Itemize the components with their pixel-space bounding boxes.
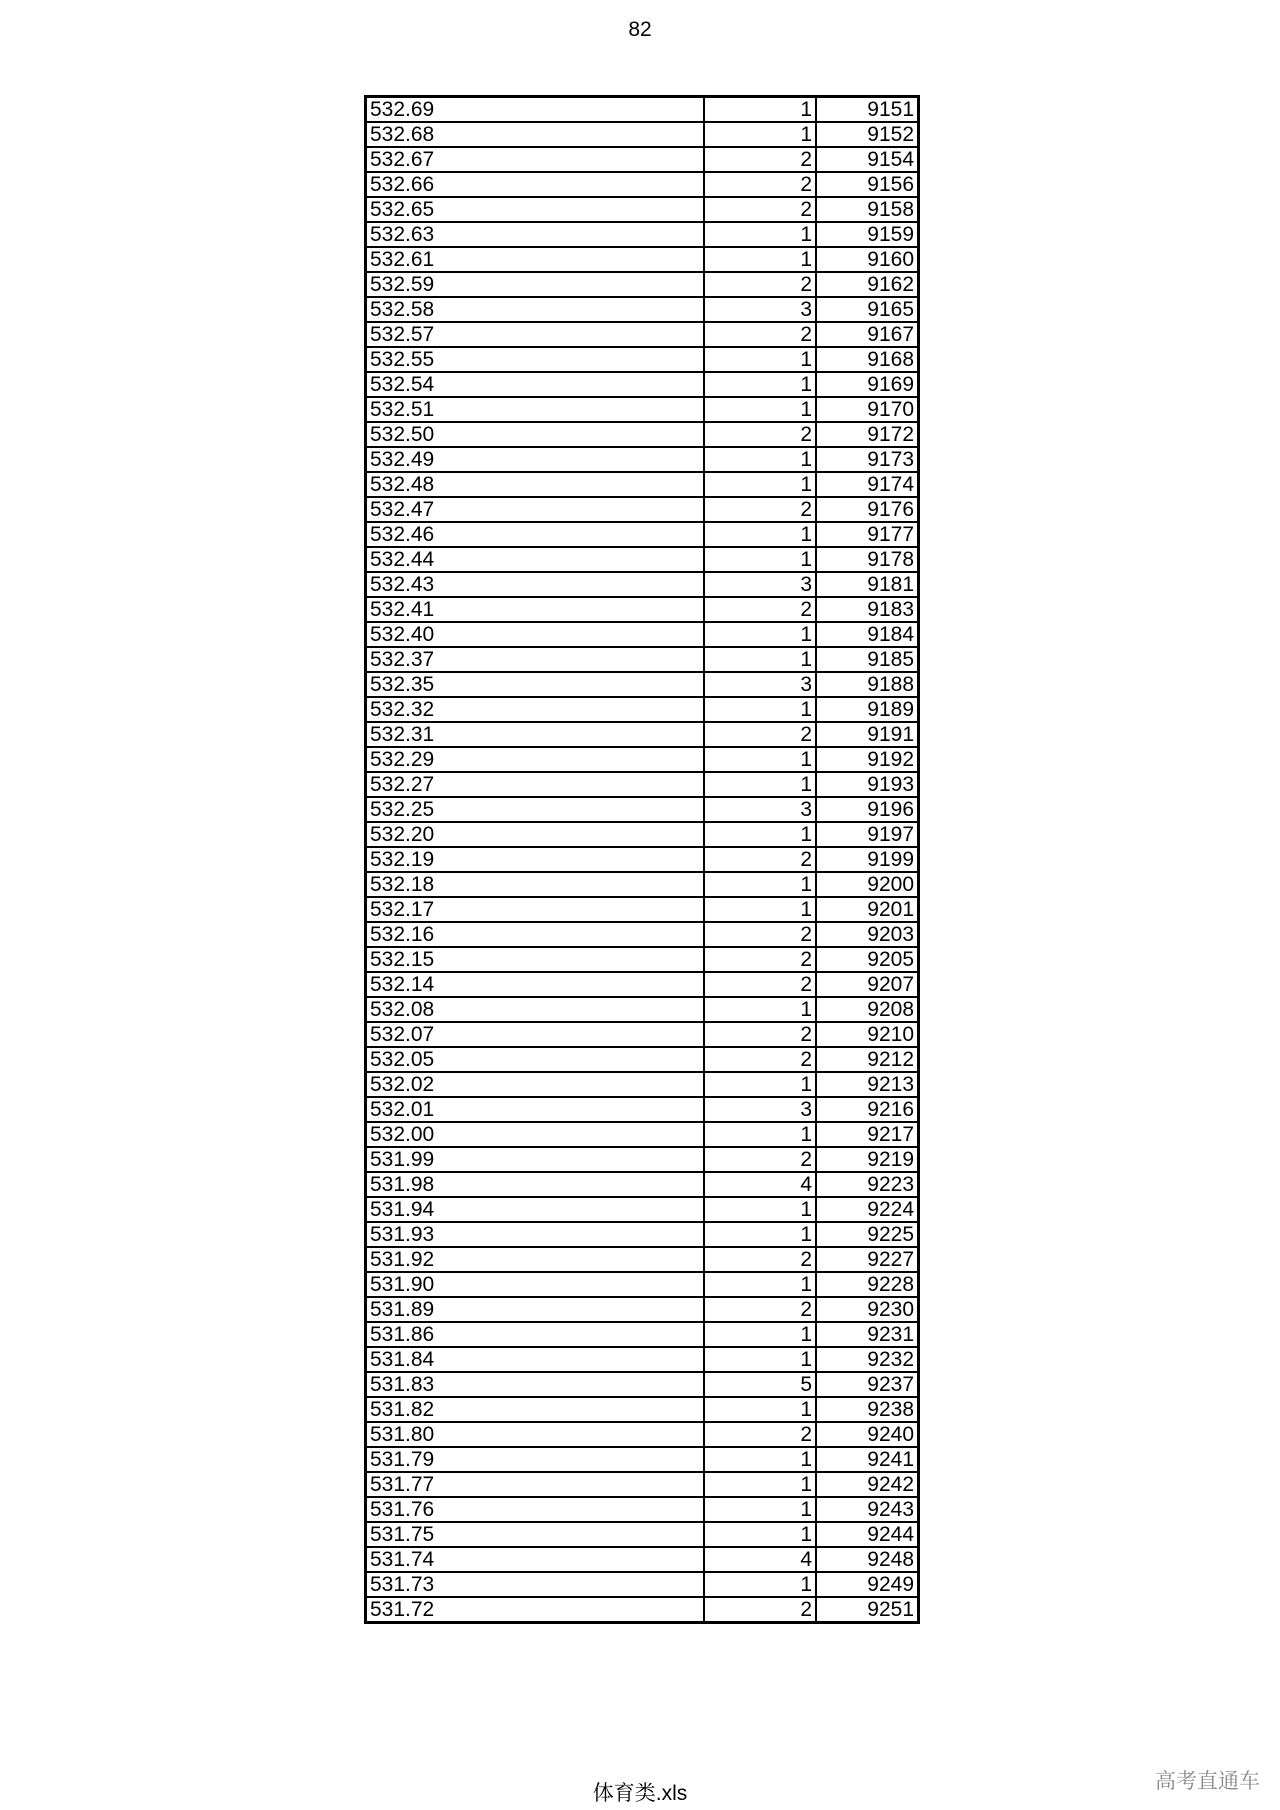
score-cell: 532.31: [366, 722, 705, 747]
cumulative-cell: 9188: [816, 672, 919, 697]
cumulative-cell: 9232: [816, 1347, 919, 1372]
score-cell: 532.67: [366, 147, 705, 172]
count-cell: 1: [704, 347, 816, 372]
table-row: [366, 1172, 919, 1197]
count-cell: 1: [704, 997, 816, 1022]
cumulative-cell: 9172: [816, 422, 919, 447]
score-cell: 532.14: [366, 972, 705, 997]
table-body: [366, 97, 919, 1623]
score-cell: 532.61: [366, 247, 705, 272]
footer-filename: 体育类.xls: [592, 1782, 688, 1805]
table-row: [366, 1572, 919, 1597]
score-cell: 532.50: [366, 422, 705, 447]
score-cell: 531.80: [366, 1422, 705, 1447]
cumulative-cell: 9177: [816, 522, 919, 547]
count-cell: 3: [704, 672, 816, 697]
table-row: [366, 1397, 919, 1422]
table-row: [366, 772, 919, 797]
count-cell: 1: [704, 1397, 816, 1422]
table-row: [366, 1097, 919, 1122]
count-cell: 2: [704, 972, 816, 997]
score-cell: 532.68: [366, 122, 705, 147]
cumulative-cell: 9197: [816, 822, 919, 847]
count-cell: 2: [704, 197, 816, 222]
score-cell: 531.76: [366, 1497, 705, 1522]
score-cell: 532.37: [366, 647, 705, 672]
cumulative-cell: 9196: [816, 797, 919, 822]
cumulative-cell: 9242: [816, 1472, 919, 1497]
count-cell: 2: [704, 1022, 816, 1047]
count-cell: 3: [704, 572, 816, 597]
cumulative-cell: 9223: [816, 1172, 919, 1197]
cumulative-cell: 9212: [816, 1047, 919, 1072]
count-cell: 2: [704, 947, 816, 972]
cumulative-cell: 9193: [816, 772, 919, 797]
table-row: [366, 1522, 919, 1547]
count-cell: 4: [704, 1547, 816, 1572]
cumulative-cell: 9201: [816, 897, 919, 922]
table-row: [366, 1222, 919, 1247]
score-cell: 531.77: [366, 1472, 705, 1497]
cumulative-cell: 9207: [816, 972, 919, 997]
cumulative-cell: 9228: [816, 1272, 919, 1297]
cumulative-cell: 9189: [816, 697, 919, 722]
table-row: [366, 447, 919, 472]
table-row: [366, 272, 919, 297]
score-cell: 531.82: [366, 1397, 705, 1422]
cumulative-cell: 9248: [816, 1547, 919, 1572]
score-cell: 531.86: [366, 1322, 705, 1347]
count-cell: 1: [704, 1497, 816, 1522]
count-cell: 1: [704, 397, 816, 422]
count-cell: 2: [704, 322, 816, 347]
cumulative-cell: 9159: [816, 222, 919, 247]
score-cell: 531.74: [366, 1547, 705, 1572]
table-row: [366, 347, 919, 372]
table-row: [366, 622, 919, 647]
count-cell: 1: [704, 1522, 816, 1547]
cumulative-cell: 9192: [816, 747, 919, 772]
score-cell: 532.19: [366, 847, 705, 872]
table-row: [366, 822, 919, 847]
score-cell: 532.66: [366, 172, 705, 197]
table-row: [366, 247, 919, 272]
cumulative-cell: 9208: [816, 997, 919, 1022]
cumulative-cell: 9240: [816, 1422, 919, 1447]
cumulative-cell: 9219: [816, 1147, 919, 1172]
count-cell: 2: [704, 1047, 816, 1072]
count-cell: 1: [704, 772, 816, 797]
table-row: [366, 722, 919, 747]
table-row: [366, 1247, 919, 1272]
table-row: [366, 222, 919, 247]
score-cell: 532.48: [366, 472, 705, 497]
table-row: [366, 1347, 919, 1372]
score-cell: 532.40: [366, 622, 705, 647]
table-row: [366, 1047, 919, 1072]
cumulative-cell: 9225: [816, 1222, 919, 1247]
cumulative-cell: 9162: [816, 272, 919, 297]
score-cell: 532.29: [366, 747, 705, 772]
table-row: [366, 172, 919, 197]
count-cell: 1: [704, 897, 816, 922]
score-cell: 532.00: [366, 1122, 705, 1147]
count-cell: 1: [704, 747, 816, 772]
score-cell: 532.63: [366, 222, 705, 247]
cumulative-cell: 9181: [816, 572, 919, 597]
score-cell: 531.73: [366, 1572, 705, 1597]
table-row: [366, 147, 919, 172]
cumulative-cell: 9241: [816, 1447, 919, 1472]
cumulative-cell: 9251: [816, 1597, 919, 1623]
count-cell: 1: [704, 1122, 816, 1147]
count-cell: 2: [704, 1247, 816, 1272]
score-cell: 532.08: [366, 997, 705, 1022]
score-cell: 532.01: [366, 1097, 705, 1122]
score-cell: 532.05: [366, 1047, 705, 1072]
score-cell: 532.51: [366, 397, 705, 422]
count-cell: 1: [704, 447, 816, 472]
table-row: [366, 1072, 919, 1097]
score-cell: 531.75: [366, 1522, 705, 1547]
score-cell: 532.02: [366, 1072, 705, 1097]
count-cell: 1: [704, 1347, 816, 1372]
cumulative-cell: 9154: [816, 147, 919, 172]
score-cell: 532.55: [366, 347, 705, 372]
table-row: [366, 797, 919, 822]
cumulative-cell: 9205: [816, 947, 919, 972]
cumulative-cell: 9213: [816, 1072, 919, 1097]
count-cell: 1: [704, 122, 816, 147]
count-cell: 3: [704, 297, 816, 322]
cumulative-cell: 9178: [816, 547, 919, 572]
count-cell: 1: [704, 622, 816, 647]
score-cell: 532.17: [366, 897, 705, 922]
count-cell: 2: [704, 422, 816, 447]
cumulative-cell: 9170: [816, 397, 919, 422]
count-cell: 3: [704, 797, 816, 822]
count-cell: 1: [704, 1472, 816, 1497]
table-row: [366, 97, 919, 123]
count-cell: 1: [704, 1572, 816, 1597]
table-row: [366, 572, 919, 597]
table-row: [366, 672, 919, 697]
score-cell: 531.93: [366, 1222, 705, 1247]
count-cell: 1: [704, 1222, 816, 1247]
count-cell: 1: [704, 1197, 816, 1222]
table-row: [366, 497, 919, 522]
cumulative-cell: 9210: [816, 1022, 919, 1047]
score-cell: 532.20: [366, 822, 705, 847]
table-row: [366, 1447, 919, 1472]
table-row: [366, 297, 919, 322]
cumulative-cell: 9156: [816, 172, 919, 197]
score-cell: 532.32: [366, 697, 705, 722]
table-row: [366, 1322, 919, 1347]
cumulative-cell: 9152: [816, 122, 919, 147]
table-row: [366, 547, 919, 572]
count-cell: 2: [704, 272, 816, 297]
cumulative-cell: 9237: [816, 1372, 919, 1397]
count-cell: 2: [704, 1297, 816, 1322]
count-cell: 1: [704, 1447, 816, 1472]
score-cell: 531.90: [366, 1272, 705, 1297]
score-cell: 532.46: [366, 522, 705, 547]
count-cell: 1: [704, 1272, 816, 1297]
page-number: 82: [628, 18, 652, 41]
cumulative-cell: 9200: [816, 872, 919, 897]
count-cell: 1: [704, 822, 816, 847]
cumulative-cell: 9191: [816, 722, 919, 747]
table-row: [366, 472, 919, 497]
cumulative-cell: 9174: [816, 472, 919, 497]
cumulative-cell: 9160: [816, 247, 919, 272]
cumulative-cell: 9185: [816, 647, 919, 672]
table-row: [366, 997, 919, 1022]
count-cell: 1: [704, 222, 816, 247]
score-cell: 532.16: [366, 922, 705, 947]
table-row: [366, 1372, 919, 1397]
table-row: [366, 1147, 919, 1172]
score-cell: 531.92: [366, 1247, 705, 1272]
cumulative-cell: 9249: [816, 1572, 919, 1597]
count-cell: 5: [704, 1372, 816, 1397]
count-cell: 2: [704, 172, 816, 197]
table-row: [366, 922, 919, 947]
score-table: [364, 95, 920, 1624]
count-cell: 1: [704, 647, 816, 672]
table-row: [366, 1472, 919, 1497]
cumulative-cell: 9243: [816, 1497, 919, 1522]
cumulative-cell: 9224: [816, 1197, 919, 1222]
cumulative-cell: 9216: [816, 1097, 919, 1122]
count-cell: 2: [704, 1147, 816, 1172]
count-cell: 1: [704, 1322, 816, 1347]
count-cell: 2: [704, 497, 816, 522]
table-row: [366, 122, 919, 147]
cumulative-cell: 9203: [816, 922, 919, 947]
cumulative-cell: 9227: [816, 1247, 919, 1272]
table-row: [366, 1297, 919, 1322]
score-cell: 531.84: [366, 1347, 705, 1372]
table-row: [366, 397, 919, 422]
score-cell: 532.25: [366, 797, 705, 822]
cumulative-cell: 9199: [816, 847, 919, 872]
table-row: [366, 647, 919, 672]
count-cell: 2: [704, 1597, 816, 1623]
table-row: [366, 1197, 919, 1222]
watermark: 高考直通车: [1155, 1770, 1260, 1793]
cumulative-cell: 9244: [816, 1522, 919, 1547]
score-cell: 532.43: [366, 572, 705, 597]
table-row: [366, 1547, 919, 1572]
count-cell: 1: [704, 1072, 816, 1097]
score-cell: 532.15: [366, 947, 705, 972]
cumulative-cell: 9230: [816, 1297, 919, 1322]
table-row: [366, 197, 919, 222]
table-row: [366, 747, 919, 772]
score-cell: 531.83: [366, 1372, 705, 1397]
score-cell: 532.59: [366, 272, 705, 297]
cumulative-cell: 9217: [816, 1122, 919, 1147]
count-cell: 1: [704, 97, 816, 123]
count-cell: 2: [704, 922, 816, 947]
cumulative-cell: 9184: [816, 622, 919, 647]
count-cell: 4: [704, 1172, 816, 1197]
table-row: [366, 1122, 919, 1147]
score-cell: 532.18: [366, 872, 705, 897]
score-cell: 531.89: [366, 1297, 705, 1322]
count-cell: 1: [704, 697, 816, 722]
cumulative-cell: 9151: [816, 97, 919, 123]
score-cell: 531.99: [366, 1147, 705, 1172]
table-row: [366, 972, 919, 997]
score-cell: 532.41: [366, 597, 705, 622]
cumulative-cell: 9238: [816, 1397, 919, 1422]
cumulative-cell: 9168: [816, 347, 919, 372]
count-cell: 1: [704, 522, 816, 547]
table-row: [366, 897, 919, 922]
table-row: [366, 597, 919, 622]
count-cell: 2: [704, 722, 816, 747]
cumulative-cell: 9176: [816, 497, 919, 522]
count-cell: 1: [704, 872, 816, 897]
score-cell: 532.35: [366, 672, 705, 697]
cumulative-cell: 9169: [816, 372, 919, 397]
cumulative-cell: 9165: [816, 297, 919, 322]
table-row: [366, 1272, 919, 1297]
count-cell: 2: [704, 147, 816, 172]
score-cell: 532.49: [366, 447, 705, 472]
score-cell: 532.07: [366, 1022, 705, 1047]
cumulative-cell: 9231: [816, 1322, 919, 1347]
count-cell: 2: [704, 597, 816, 622]
table-row: [366, 1497, 919, 1522]
score-cell: 532.44: [366, 547, 705, 572]
count-cell: 2: [704, 1422, 816, 1447]
score-cell: 532.69: [366, 97, 705, 123]
score-cell: 531.98: [366, 1172, 705, 1197]
score-cell: 532.54: [366, 372, 705, 397]
count-cell: 1: [704, 247, 816, 272]
count-cell: 1: [704, 372, 816, 397]
cumulative-cell: 9183: [816, 597, 919, 622]
score-cell: 532.27: [366, 772, 705, 797]
score-cell: 532.58: [366, 297, 705, 322]
cumulative-cell: 9158: [816, 197, 919, 222]
count-cell: 2: [704, 847, 816, 872]
cumulative-cell: 9173: [816, 447, 919, 472]
table-row: [366, 1597, 919, 1623]
table-row: [366, 422, 919, 447]
count-cell: 3: [704, 1097, 816, 1122]
score-cell: 531.79: [366, 1447, 705, 1472]
score-cell: 532.57: [366, 322, 705, 347]
score-cell: 531.94: [366, 1197, 705, 1222]
score-cell: 531.72: [366, 1597, 705, 1623]
score-cell: 532.65: [366, 197, 705, 222]
count-cell: 1: [704, 547, 816, 572]
table-row: [366, 697, 919, 722]
table-row: [366, 947, 919, 972]
table-row: [366, 522, 919, 547]
count-cell: 1: [704, 472, 816, 497]
table-row: [366, 1022, 919, 1047]
cumulative-cell: 9167: [816, 322, 919, 347]
score-cell: 532.47: [366, 497, 705, 522]
table-row: [366, 322, 919, 347]
table-row: [366, 372, 919, 397]
table-row: [366, 872, 919, 897]
table-row: [366, 1422, 919, 1447]
table-row: [366, 847, 919, 872]
